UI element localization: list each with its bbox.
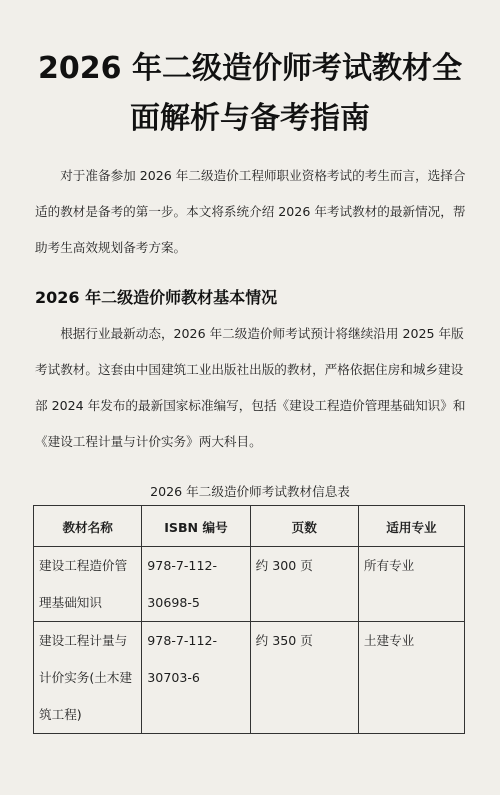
header-applicable-major: 适用专业 (358, 506, 464, 547)
header-isbn: ISBN 编号 (142, 506, 250, 547)
cell-applicable-major: 所有专业 (358, 547, 464, 622)
cell-applicable-major: 土建专业 (358, 622, 464, 734)
table-header-row (34, 506, 465, 547)
title-line-2: 面解析与备考指南 (130, 101, 370, 136)
cell-pages: 约 300 页 (250, 547, 358, 622)
cell-textbook-name: 建设工程造价管理基础知识 (34, 547, 142, 622)
table-caption: 2026 年二级造价师考试教材信息表 (150, 484, 350, 499)
body-paragraph: 根据行业最新动态，2026 年二级造价师考试预计将继续沿用 2025 年版考试教材。这套由中国建筑工业出版社出版的教材，严格依据住房和城乡建设部 2024 年发布的最新国家标准编写，包括《建设工程造价管理基础知识》和《建设工程计量与计价实务》两大科目。 (35, 326, 466, 449)
header-textbook-name: 教材名称 (34, 506, 142, 547)
header-pages: 页数 (250, 506, 358, 547)
table-row (34, 622, 465, 734)
cell-pages: 约 350 页 (250, 622, 358, 734)
textbook-info-table (33, 505, 465, 734)
section-heading: 2026 年二级造价师教材基本情况 (35, 288, 278, 307)
table-row (34, 547, 465, 622)
article-title (20, 44, 480, 144)
intro-paragraph: 对于准备参加 2026 年二级造价工程师职业资格考试的考生而言，选择合适的教材是备考的第一步。本文将系统介绍 2026 年考试教材的最新情况，帮助考生高效规划备考方案。 (35, 168, 466, 255)
cell-isbn: 978-7-112-30698-5 (142, 547, 250, 622)
cell-isbn: 978-7-112-30703-6 (142, 622, 250, 734)
cell-textbook-name: 建设工程计量与计价实务(土木建筑工程) (34, 622, 142, 734)
title-line-1: 2026 年二级造价师考试教材全 (38, 51, 462, 86)
